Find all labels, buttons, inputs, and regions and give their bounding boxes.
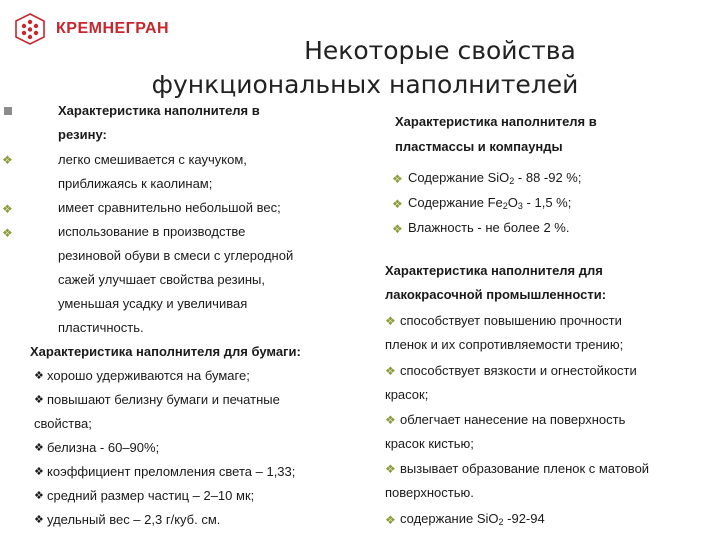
subscript: 2: [498, 517, 504, 527]
paper-item: белизна - 60–90%;: [47, 440, 160, 455]
plastics-heading-line-1: Характеристика наполнителя в: [395, 114, 597, 129]
plastics-item-moisture: Влажность - не более 2 %.: [408, 220, 570, 235]
rubber-item: использование в производстве: [58, 224, 246, 239]
rubber-item: резиновой обуви в смеси с углеродной: [58, 248, 294, 263]
diamond-bullet-icon: ❖: [2, 153, 13, 167]
diamond-bullet-icon: ❖: [2, 202, 13, 216]
rubber-item: имеет сравнительно небольшой вес;: [58, 200, 281, 215]
diamond-bullet-icon: ❖: [385, 513, 396, 527]
page-title: [40, 34, 690, 102]
rubber-item: пластичность.: [58, 320, 144, 335]
paper-heading: Характеристика наполнителя для бумаги:: [30, 344, 301, 359]
plastics-item-sio2: [408, 170, 581, 186]
diamond-bullet-icon: ❖: [385, 314, 396, 328]
paint-item: красок;: [385, 387, 429, 402]
paint-item: вызывает образование пленок с матовой: [400, 461, 650, 476]
logo-text: КРЕМНЕГРАН: [56, 20, 170, 37]
square-bullet-icon: [4, 107, 12, 115]
title-line-1: Некоторые свойства: [304, 36, 576, 65]
paint-item-value: -92-94: [503, 511, 545, 526]
paint-item-text: содержание SiO: [400, 511, 499, 526]
paper-item: свойства;: [34, 416, 92, 431]
diamond-bullet-icon: ❖: [34, 442, 44, 454]
subscript: 2: [502, 201, 508, 211]
paint-item: облегчает нанесение на поверхность: [400, 412, 626, 427]
plastics-item-value: - 88 -92 %;: [514, 170, 582, 185]
rubber-heading-line-1: Характеристика наполнителя в: [58, 103, 260, 118]
diamond-bullet-icon: ❖: [34, 466, 44, 478]
paint-item: поверхностью.: [385, 485, 474, 500]
plastics-item-text: Содержание Fe: [408, 195, 503, 210]
rubber-item: сажей улучшает свойства резины,: [58, 272, 265, 287]
diamond-bullet-icon: ❖: [385, 413, 396, 427]
paper-item: удельный вес – 2,3 г/куб. см.: [47, 512, 221, 527]
rubber-item: приближаясь к каолинам;: [58, 176, 213, 191]
paint-item: способствует повышению прочности: [400, 313, 622, 328]
plastics-item-text: O: [507, 195, 518, 210]
diamond-bullet-icon: ❖: [392, 172, 403, 186]
diamond-bullet-icon: ❖: [34, 490, 44, 502]
paint-item: пленок и их сопротивляемости трению;: [385, 337, 624, 352]
plastics-heading-line-2: пластмассы и компаунды: [395, 139, 563, 154]
rubber-item: легко смешивается с каучуком,: [58, 152, 247, 167]
diamond-bullet-icon: ❖: [392, 197, 403, 211]
diamond-bullet-icon: ❖: [385, 462, 396, 476]
rubber-item: уменьшая усадку и увеличивая: [58, 296, 248, 311]
paint-item-sio2: [400, 511, 545, 527]
plastics-item-value: - 1,5 %;: [522, 195, 572, 210]
diamond-bullet-icon: ❖: [34, 514, 44, 526]
diamond-bullet-icon: ❖: [385, 364, 396, 378]
plastics-item-text: Содержание SiO: [408, 170, 510, 185]
paper-item: средний размер частиц – 2–10 мк;: [47, 488, 255, 503]
paint-item: красок кистью;: [385, 436, 474, 451]
diamond-bullet-icon: ❖: [392, 222, 403, 236]
subscript: 3: [517, 201, 523, 211]
paper-item: коэффициент преломления света – 1,33;: [47, 464, 296, 479]
diamond-bullet-icon: ❖: [2, 226, 13, 240]
title-line-2: функциональных наполнителей: [151, 70, 579, 99]
diamond-bullet-icon: ❖: [34, 370, 44, 382]
rubber-heading-line-2: резину:: [58, 127, 107, 142]
paper-item: хорошо удерживаются на бумаге;: [47, 368, 250, 383]
paint-heading-line-1: Характеристика наполнителя для: [385, 263, 603, 278]
plastics-item-fe2o3: [408, 195, 571, 211]
paint-heading-line-2: лакокрасочной промышленности:: [385, 287, 607, 302]
paper-item: повышают белизну бумаги и печатные: [47, 392, 280, 407]
diamond-bullet-icon: ❖: [34, 394, 44, 406]
paint-item: способствует вязкости и огнестойкости: [400, 363, 637, 378]
subscript: 2: [509, 176, 515, 186]
